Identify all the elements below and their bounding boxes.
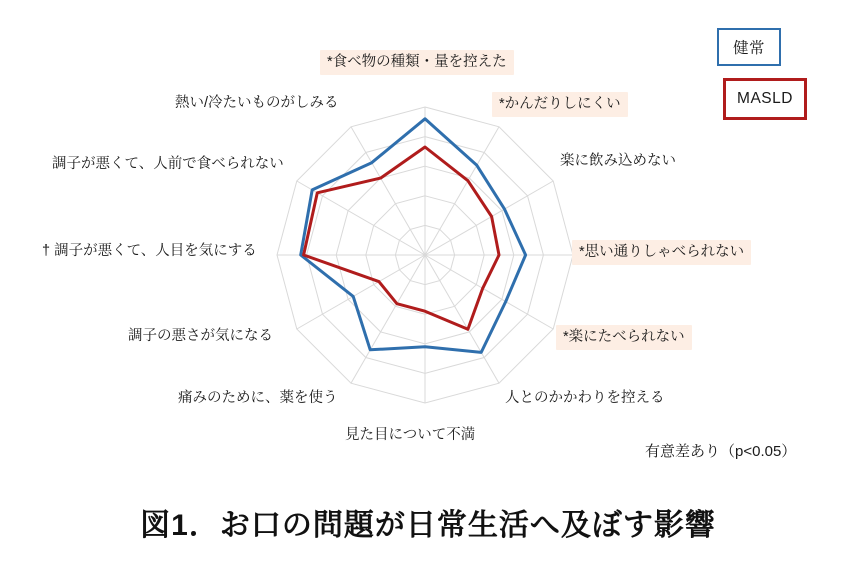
axis-label-3: *思い通りしゃべられない <box>572 240 751 265</box>
axis-label-9: † 調子が悪くて、人目を気にする <box>42 243 257 259</box>
legend-item-healthy <box>717 28 781 66</box>
legend-label-healthy: 健常 <box>732 40 765 57</box>
legend-item-masld <box>723 78 807 120</box>
radar-series <box>301 119 526 353</box>
axis-label-11: 熱い/冷たいものがしみる <box>175 95 339 111</box>
axis-label-2: 楽に飲み込めない <box>560 153 676 169</box>
axis-label-7: 痛みのために、薬を使う <box>178 390 338 406</box>
axis-label-5: 人とのかかわりを控える <box>505 390 665 406</box>
axis-label-6: 見た目について不満 <box>345 427 476 443</box>
axis-label-1: *かんだりしにくい <box>492 92 628 117</box>
significance-note: 有意差あり（p<0.05） <box>645 443 797 460</box>
radar-grid <box>277 107 573 403</box>
legend-label-masld: MASLD <box>737 90 793 107</box>
axis-label-10: 調子が悪くて、人前で食べられない <box>52 156 284 172</box>
axis-label-8: 調子の悪さが気になる <box>128 328 273 344</box>
figure-caption: 図1．お口の問題が日常生活へ及ぼす影響 <box>140 509 716 542</box>
axis-label-0: *食べ物の種類・量を控えた <box>320 50 514 75</box>
axis-label-4: *楽にたべられない <box>556 325 692 350</box>
